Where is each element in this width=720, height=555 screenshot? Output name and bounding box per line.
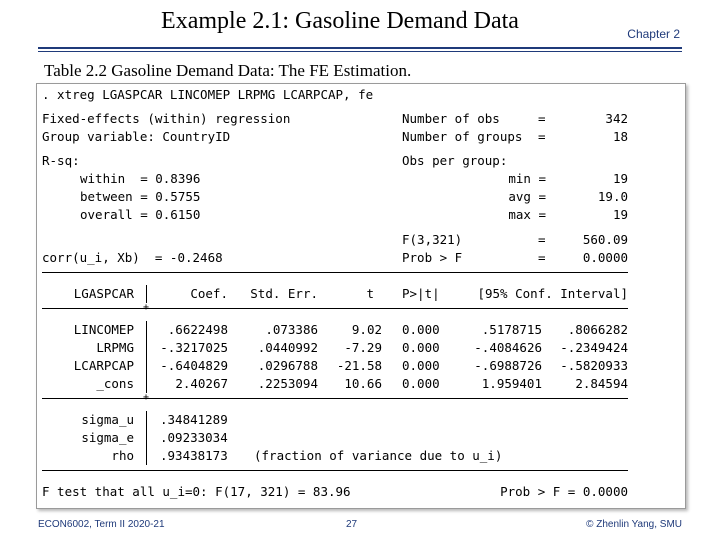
row-t: -7.29 bbox=[344, 340, 382, 355]
avg-label: avg = bbox=[508, 189, 546, 204]
nobs-eq: = bbox=[538, 111, 546, 126]
table-header-row bbox=[42, 285, 682, 303]
group-var-text: Group variable: CountryID bbox=[42, 129, 231, 144]
row-ci-high: -.5820933 bbox=[560, 358, 628, 373]
command-text: . xtreg LGASPCAR LINCOMEP LRPMG LCARPCAP, fe bbox=[42, 87, 374, 102]
table-caption: Table 2.2 Gasoline Demand Data: The FE Estimation. bbox=[44, 61, 412, 80]
max-value: 19 bbox=[612, 207, 628, 222]
sigma-e-row bbox=[42, 429, 682, 447]
col-se: Std. Err. bbox=[250, 286, 318, 301]
footer-page-number: 27 bbox=[346, 519, 358, 530]
model-text: Fixed-effects (within) regression bbox=[42, 111, 291, 126]
ngroups-label: Number of groups bbox=[402, 129, 523, 144]
table-row bbox=[42, 321, 682, 339]
row-se: .2253094 bbox=[257, 376, 318, 391]
sigma-u-label: sigma_u bbox=[81, 412, 134, 427]
sigma-u-value: .34841289 bbox=[160, 412, 228, 427]
rule-junction: + bbox=[143, 392, 150, 403]
col-p: P>|t| bbox=[402, 286, 440, 301]
rsq-line bbox=[42, 152, 682, 170]
corr-line bbox=[42, 249, 682, 267]
row-p: 0.000 bbox=[402, 358, 440, 373]
row-p: 0.000 bbox=[402, 340, 440, 355]
table-row bbox=[42, 375, 682, 393]
nobs-value: 342 bbox=[605, 111, 628, 126]
rsq-label: R-sq: bbox=[42, 153, 80, 168]
col-depvar: LGASPCAR bbox=[73, 286, 134, 301]
column-separator bbox=[146, 411, 147, 465]
probf-value: 0.0000 bbox=[582, 250, 628, 265]
within-line bbox=[42, 170, 682, 188]
probf-label: Prob > F bbox=[402, 250, 463, 265]
col-ci: [95% Conf. Interval] bbox=[477, 286, 628, 301]
rho-label: rho bbox=[111, 448, 134, 463]
min-value: 19 bbox=[612, 171, 628, 186]
rho-value: .93438173 bbox=[160, 448, 228, 463]
slide-title: Example 2.1: Gasoline Demand Data bbox=[161, 8, 519, 34]
sigma-u-row bbox=[42, 411, 682, 429]
row-coef: .6622498 bbox=[167, 322, 228, 337]
table-row bbox=[42, 339, 682, 357]
title-divider bbox=[38, 47, 682, 49]
title-divider-thin bbox=[38, 51, 682, 52]
footer-course: ECON6002, Term II 2020-21 bbox=[38, 519, 165, 530]
f-eq: = bbox=[538, 232, 546, 247]
row-ci-low: -.4084626 bbox=[474, 340, 542, 355]
row-p: 0.000 bbox=[402, 376, 440, 391]
column-separator bbox=[146, 321, 147, 393]
row-t: 10.66 bbox=[344, 376, 382, 391]
col-t: t bbox=[366, 286, 374, 301]
table-mid-rule bbox=[42, 398, 628, 399]
chapter-label: Chapter 2 bbox=[627, 27, 680, 41]
row-se: .073386 bbox=[265, 322, 318, 337]
table-row bbox=[42, 357, 682, 375]
table-header-rule bbox=[42, 308, 628, 309]
rho-note: (fraction of variance due to u_i) bbox=[254, 448, 503, 463]
nobs-label: Number of obs bbox=[402, 111, 500, 126]
ftest-prob: Prob > F = 0.0000 bbox=[500, 484, 628, 499]
rho-row bbox=[42, 447, 682, 465]
max-label: max = bbox=[508, 207, 546, 222]
model-line bbox=[42, 110, 682, 128]
row-ci-low: 1.959401 bbox=[481, 376, 542, 391]
group-line bbox=[42, 128, 682, 146]
min-label: min = bbox=[508, 171, 546, 186]
row-coef: -.6404829 bbox=[160, 358, 228, 373]
row-se: .0440992 bbox=[257, 340, 318, 355]
sigma-e-value: .09233034 bbox=[160, 430, 228, 445]
ftest-line bbox=[42, 483, 682, 501]
between-line bbox=[42, 188, 682, 206]
table-top-rule bbox=[42, 272, 628, 273]
rsq-within: within = 0.8396 bbox=[80, 171, 201, 186]
ngroups-eq: = bbox=[538, 129, 546, 144]
f-value: 560.09 bbox=[582, 232, 628, 247]
row-ci-high: -.2349424 bbox=[560, 340, 628, 355]
row-ci-high: .8066282 bbox=[567, 322, 628, 337]
row-name: LINCOMEP bbox=[73, 322, 134, 337]
command-line bbox=[42, 86, 374, 104]
row-ci-low: .5178715 bbox=[481, 322, 542, 337]
row-t: -21.58 bbox=[336, 358, 382, 373]
corr-text: corr(u_i, Xb) = -0.2468 bbox=[42, 250, 223, 265]
row-name: LRPMG bbox=[96, 340, 134, 355]
rsq-between: between = 0.5755 bbox=[80, 189, 201, 204]
obs-per-group-label: Obs per group: bbox=[402, 153, 508, 168]
row-name: LCARPCAP bbox=[73, 358, 134, 373]
row-p: 0.000 bbox=[402, 322, 440, 337]
f-label: F(3,321) bbox=[402, 232, 463, 247]
column-separator bbox=[146, 285, 147, 303]
row-name: _cons bbox=[96, 376, 134, 391]
footer-copyright: © Zhenlin Yang, SMU bbox=[586, 519, 682, 530]
rsq-overall: overall = 0.6150 bbox=[80, 207, 201, 222]
row-coef: 2.40267 bbox=[175, 376, 228, 391]
table-bottom-rule bbox=[42, 470, 628, 471]
ftest-text: F test that all u_i=0: F(17, 321) = 83.96 bbox=[42, 484, 351, 499]
probf-eq: = bbox=[538, 250, 546, 265]
row-ci-high: 2.84594 bbox=[575, 376, 628, 391]
f-line bbox=[42, 231, 682, 249]
row-t: 9.02 bbox=[351, 322, 382, 337]
ngroups-value: 18 bbox=[612, 129, 628, 144]
row-coef: -.3217025 bbox=[160, 340, 228, 355]
sigma-e-label: sigma_e bbox=[81, 430, 134, 445]
overall-line bbox=[42, 206, 682, 224]
avg-value: 19.0 bbox=[597, 189, 628, 204]
col-coef: Coef. bbox=[190, 286, 228, 301]
rule-junction: + bbox=[143, 302, 150, 313]
row-ci-low: -.6988726 bbox=[474, 358, 542, 373]
row-se: .0296788 bbox=[257, 358, 318, 373]
